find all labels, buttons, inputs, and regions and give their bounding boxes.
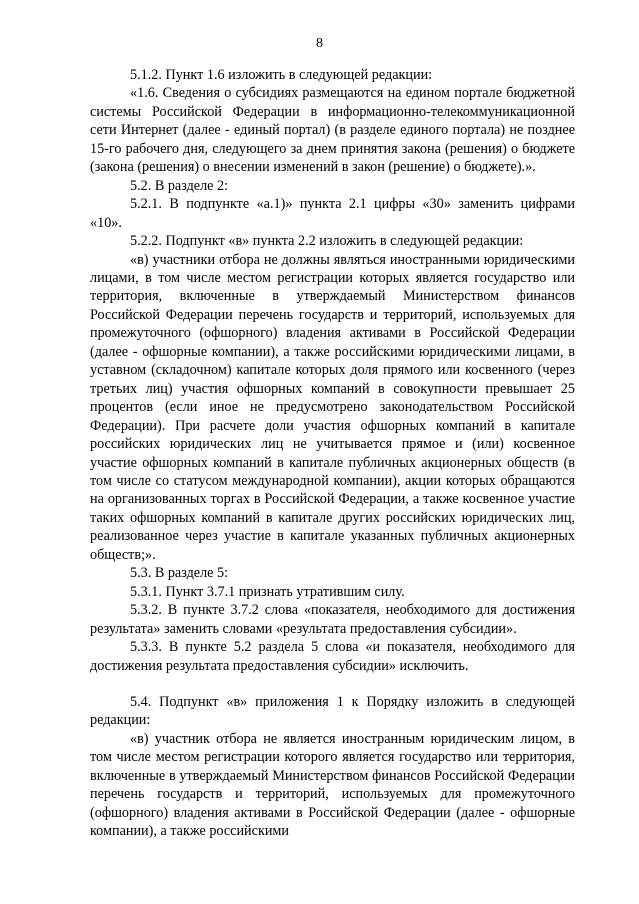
document-body: [90, 66, 575, 841]
paragraph-5-2-1: 5.2.1. В подпункте «а.1)» пункта 2.1 цифры «30» заменить цифрами «10».: [90, 196, 575, 231]
paragraph-5-3-3: 5.3.3. В пункте 5.2 раздела 5 слова «и показателя, необходимого для достижения результата предоставления субсидии» исключить.: [90, 639, 575, 674]
paragraph-appendix-v-quote: «в) участник отбора не является иностранным юридическим лицом, в том числе местом регистрации которого является государство или территория, включенные в утверждаемый Министерством финансов Российской Федерации перечень государств и территорий, используемых для промежуточного (офшорного) владения активами в Российской Федерации (далее - офшорные компании), а также российскими: [90, 730, 575, 840]
paragraph-5-3-1: 5.3.1. Пункт 3.7.1 признать утратившим силу.: [130, 583, 405, 600]
paragraph-5-2-2: 5.2.2. Подпункт «в» пункта 2.2 изложить в следующей редакции:: [130, 233, 524, 250]
paragraph-5-2: 5.2. В разделе 2:: [130, 177, 229, 194]
paragraph-5-3-2: 5.3.2. В пункте 3.7.2 слова «показателя, необходимого для достижения результата» заменить словами «результата предоставления субсидии».: [90, 602, 575, 637]
paragraph-gap: [90, 675, 575, 693]
paragraph-5-3: 5.3. В разделе 5:: [130, 565, 229, 582]
paragraph-subpoint-v-quote: «в) участники отбора не должны являться иностранными юридическими лицами, в том числе местом регистрации которых является государство или территория, включенные в утверждаемый Министерством финансов Российской Федерации перечень государств и территорий, используемых для промежуточного (офшорного) владения активами в Российской Федерации (далее - офшорные компании), а также российскими юридическими лицами, в уставном (складочном) капитале которых доля прямого или косвенного (через третьих лиц) участия офшорных компаний в совокупности превышает 25 процентов (если иное не предусмотрено законодательством Российской Федерации). При расчете доли участия офшорных компаний в капитале российских юридических лиц не учитывается прямое и (или) косвенное участие офшорных компаний в капитале публичных акционерных обществ (в том числе со статусом международной компании), акции которых обращаются на организованных торгах в Российской Федерации, а также косвенное участие таких офшорных компаний в капитале других российских юридических лиц, реализованное через участие в капитале указанных публичных акционерных обществ;».: [90, 251, 575, 563]
paragraph-5-4: 5.4. Подпункт «в» приложения 1 к Порядку изложить в следующей редакции:: [90, 693, 575, 729]
paragraph-5-1-2: 5.1.2. Пункт 1.6 изложить в следующей редакции:: [130, 67, 433, 83]
paragraph-1-6-quote: «1.6. Сведения о субсидиях размещаются на едином портале бюджетной системы Российской Федерации в информационно-телекоммуникационной сети Интернет (далее - единый портал) (в разделе единого портала) не позднее 15-го рабочего дня, следующего за днем принятия закона (решения) о бюджете (закона (решения) о внесении изменений в закон (решение) о бюджете).».: [90, 85, 575, 176]
page-number: 8: [316, 36, 323, 51]
